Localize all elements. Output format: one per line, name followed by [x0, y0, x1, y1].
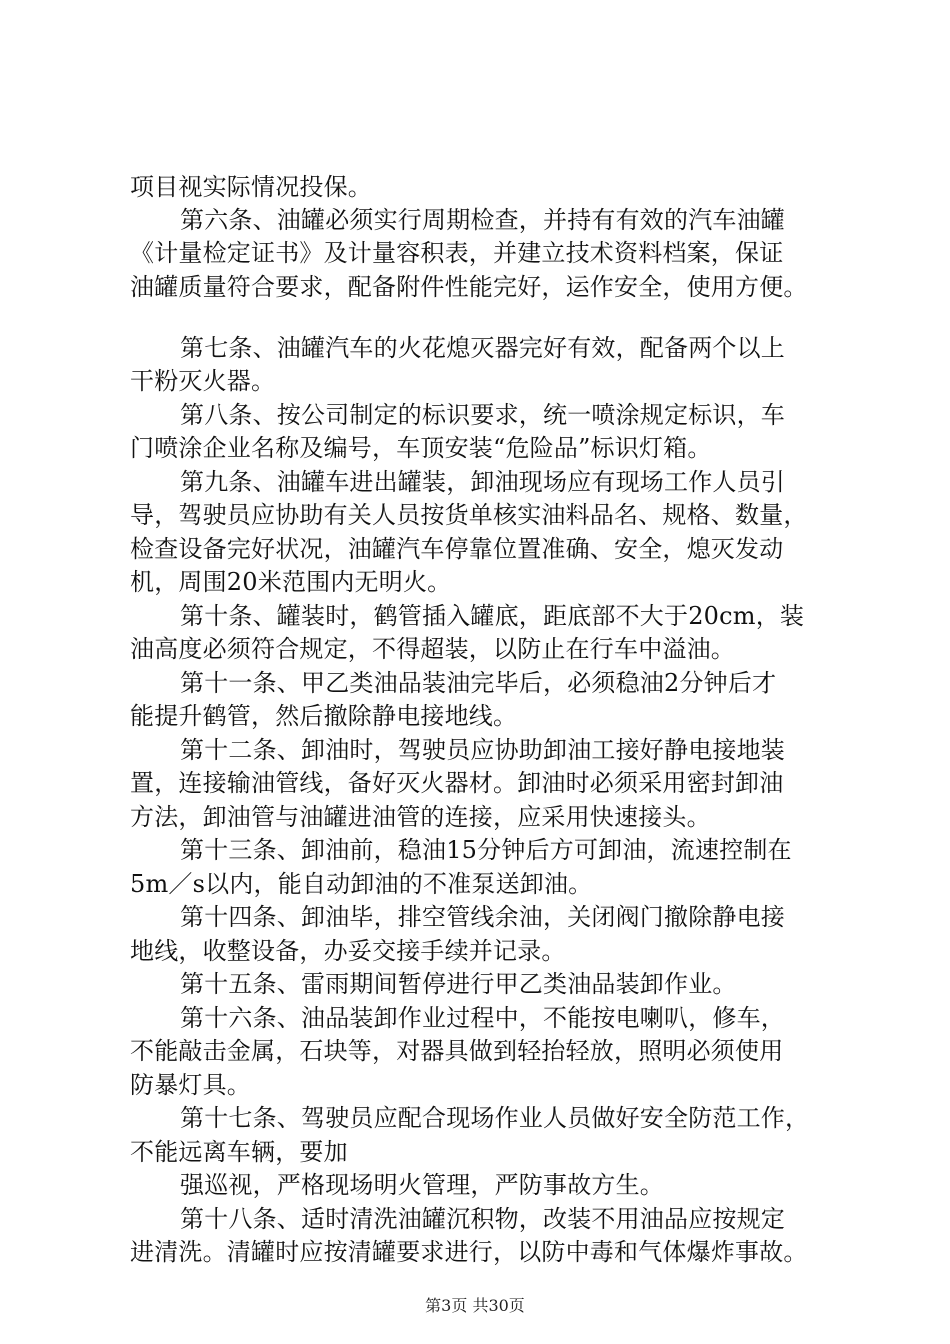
- text-line: 导，驾驶员应协助有关人员按货单核实油料品名、规格、数量，: [130, 501, 808, 529]
- text-line: 防暴灯具。: [130, 1071, 251, 1099]
- text-line: 油罐质量符合要求，配备附件性能完好，运作安全，使用方便。: [130, 273, 808, 301]
- text-line: 第十七条、驾驶员应配合现场作业人员做好安全防范工作，: [180, 1104, 810, 1132]
- text-line: 进清洗。清罐时应按清罐要求进行，以防中毒和气体爆炸事故。: [130, 1238, 808, 1266]
- text-line: 第十五条、雷雨期间暂停进行甲乙类油品装卸作业。: [180, 970, 737, 998]
- text-line: 门喷涂企业名称及编号，车顶安装“危险品”标识灯箱。: [130, 434, 712, 462]
- text-line: 第十条、罐装时，鹤管插入罐底，距底部不大于20cm，装: [180, 602, 805, 630]
- text-line: 强巡视，严格现场明火管理，严防事故方生。: [180, 1171, 664, 1199]
- text-line: 第十一条、甲乙类油品装油完毕后，必须稳油2分钟后才: [180, 669, 777, 697]
- text-line: 不能远离车辆，要加: [130, 1138, 348, 1166]
- text-line: 机，周围20米范围内无明火。: [130, 568, 452, 596]
- text-line: 第六条、油罐必须实行周期检查，并持有有效的汽车油罐: [180, 206, 785, 234]
- text-line: 干粉灭火器。: [130, 367, 276, 395]
- text-line: 第七条、油罐汽车的火花熄灭器完好有效，配备两个以上: [180, 334, 785, 362]
- text-line: 项目视实际情况投保。: [130, 173, 372, 201]
- text-line: 第九条、油罐车进出罐装，卸油现场应有现场工作人员引: [180, 468, 785, 496]
- text-line: 能提升鹤管，然后撤除静电接地线。: [130, 702, 518, 730]
- text-line: 检查设备完好状况，油罐汽车停靠位置准确、安全，熄灭发动: [130, 535, 784, 563]
- text-line: 不能敲击金属，石块等，对器具做到轻抬轻放，照明必须使用: [130, 1037, 784, 1065]
- page-footer: 第3页 共30页: [425, 1296, 525, 1315]
- text-line: 第十二条、卸油时，驾驶员应协助卸油工接好静电接地装: [180, 736, 785, 764]
- text-line: 油高度必须符合规定，不得超装，以防止在行车中溢油。: [130, 635, 735, 663]
- text-line: 第十六条、油品装卸作业过程中，不能按电喇叭，修车，: [180, 1004, 785, 1032]
- text-line: 第十四条、卸油毕，排空管线余油，关闭阀门撤除静电接: [180, 903, 785, 931]
- text-line: 方法，卸油管与油罐进油管的连接，应采用快速接头。: [130, 803, 711, 831]
- text-line: 5m／s以内，能自动卸油的不准泵送卸油。: [130, 870, 593, 898]
- text-line: 第八条、按公司制定的标识要求，统一喷涂规定标识，车: [180, 401, 785, 429]
- text-line: 置，连接输油管线，备好灭火器材。卸油时必须采用密封卸油: [130, 769, 784, 797]
- text-line: 《计量检定证书》及计量容积表，并建立技术资料档案，保证: [130, 239, 784, 267]
- text-line: 地线，收整设备，办妥交接手续并记录。: [130, 937, 566, 965]
- text-line: 第十八条、适时清洗油罐沉积物，改装不用油品应按规定: [180, 1205, 785, 1233]
- text-line: 第十三条、卸油前，稳油15分钟后方可卸油，流速控制在: [180, 836, 792, 864]
